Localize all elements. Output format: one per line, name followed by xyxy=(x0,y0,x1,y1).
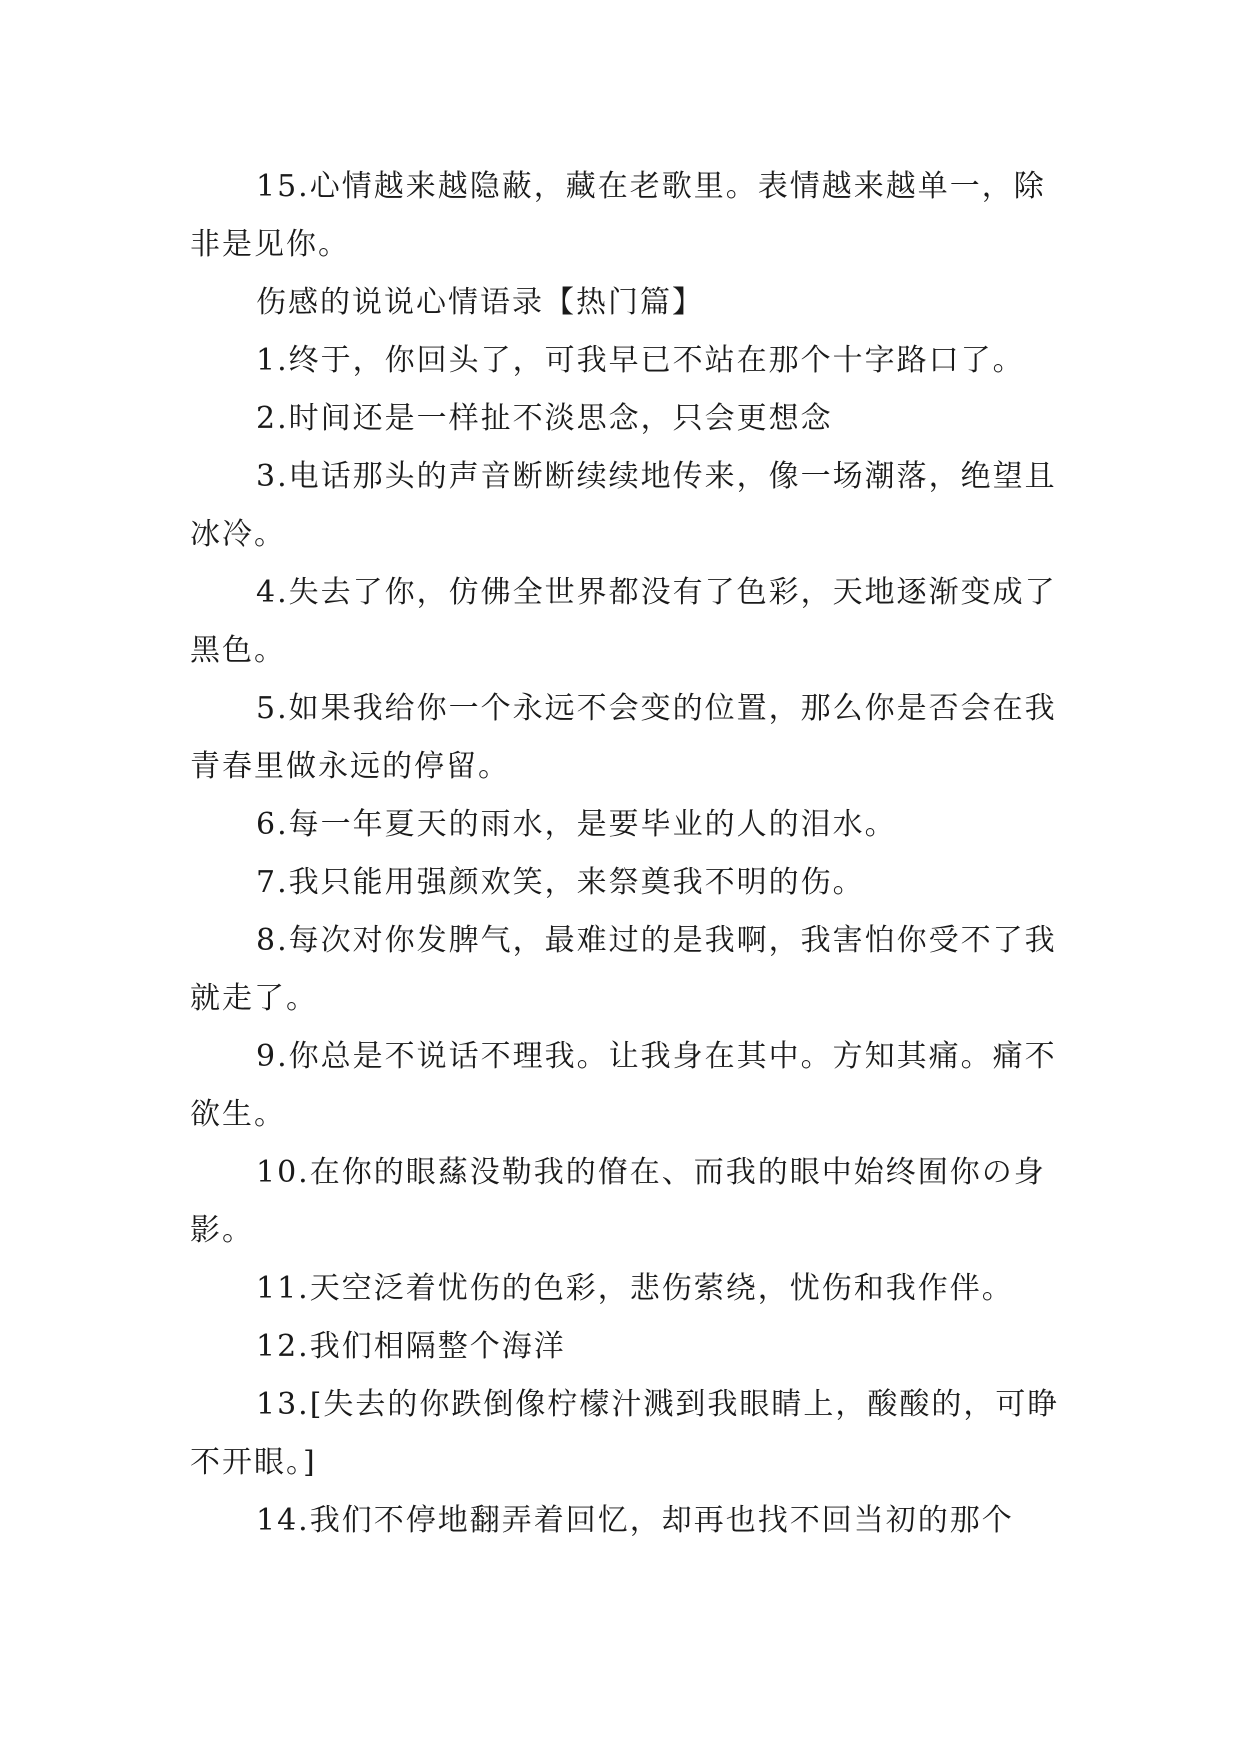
paragraph-6: 6.每一年夏天的雨水，是要毕业的人的泪水。 xyxy=(256,807,897,842)
paragraph-10: 10.在你的眼蕬没勒我的傄在、而我的眼中始终囿你の身影。 xyxy=(190,1155,1046,1248)
paragraph-1: 1.终于，你回头了，可我早已不站在那个十字路口了。 xyxy=(256,343,1025,378)
paragraph-2: 2.时间还是一样扯不淡思念，只会更想念 xyxy=(256,401,833,436)
paragraph-5: 5.如果我给你一个永远不会变的位置，那么你是否会在我青春里做永远的停留。 xyxy=(190,691,1057,784)
paragraph-4: 4.失去了你，仿佛全世界都没有了色彩，天地逐渐变成了黑色。 xyxy=(190,575,1057,668)
paragraph-3: 3.电话那头的声音断断续续地传来，像一场潮落，绝望且冰冷。 xyxy=(190,459,1057,552)
paragraph-11: 11.天空泛着忧伤的色彩，悲伤萦绕，忧伤和我作伴。 xyxy=(256,1271,1014,1306)
section-heading: 伤感的说说心情语录【热门篇】 xyxy=(256,285,704,320)
paragraph-9: 9.你总是不说话不理我。让我身在其中。方知其痛。痛不欲生。 xyxy=(190,1039,1057,1132)
paragraph-15: 15.心情越来越隐蔽，藏在老歌里。表情越来越单一，除非是见你。 xyxy=(190,169,1046,262)
paragraph-7: 7.我只能用强颜欢笑，来祭奠我不明的伤。 xyxy=(256,865,865,900)
paragraph-13: 13.[失去的你跌倒像柠檬汁溅到我眼睛上，酸酸的，可睁不开眼。] xyxy=(190,1387,1060,1480)
paragraph-14: 14.我们不停地翻弄着回忆，却再也找不回当初的那个 xyxy=(256,1503,1014,1538)
paragraph-12: 12.我们相隔整个海洋 xyxy=(256,1329,566,1364)
document-body xyxy=(190,158,1070,1550)
paragraph-8: 8.每次对你发脾气，最难过的是我啊，我害怕你受不了我就走了。 xyxy=(190,923,1057,1016)
